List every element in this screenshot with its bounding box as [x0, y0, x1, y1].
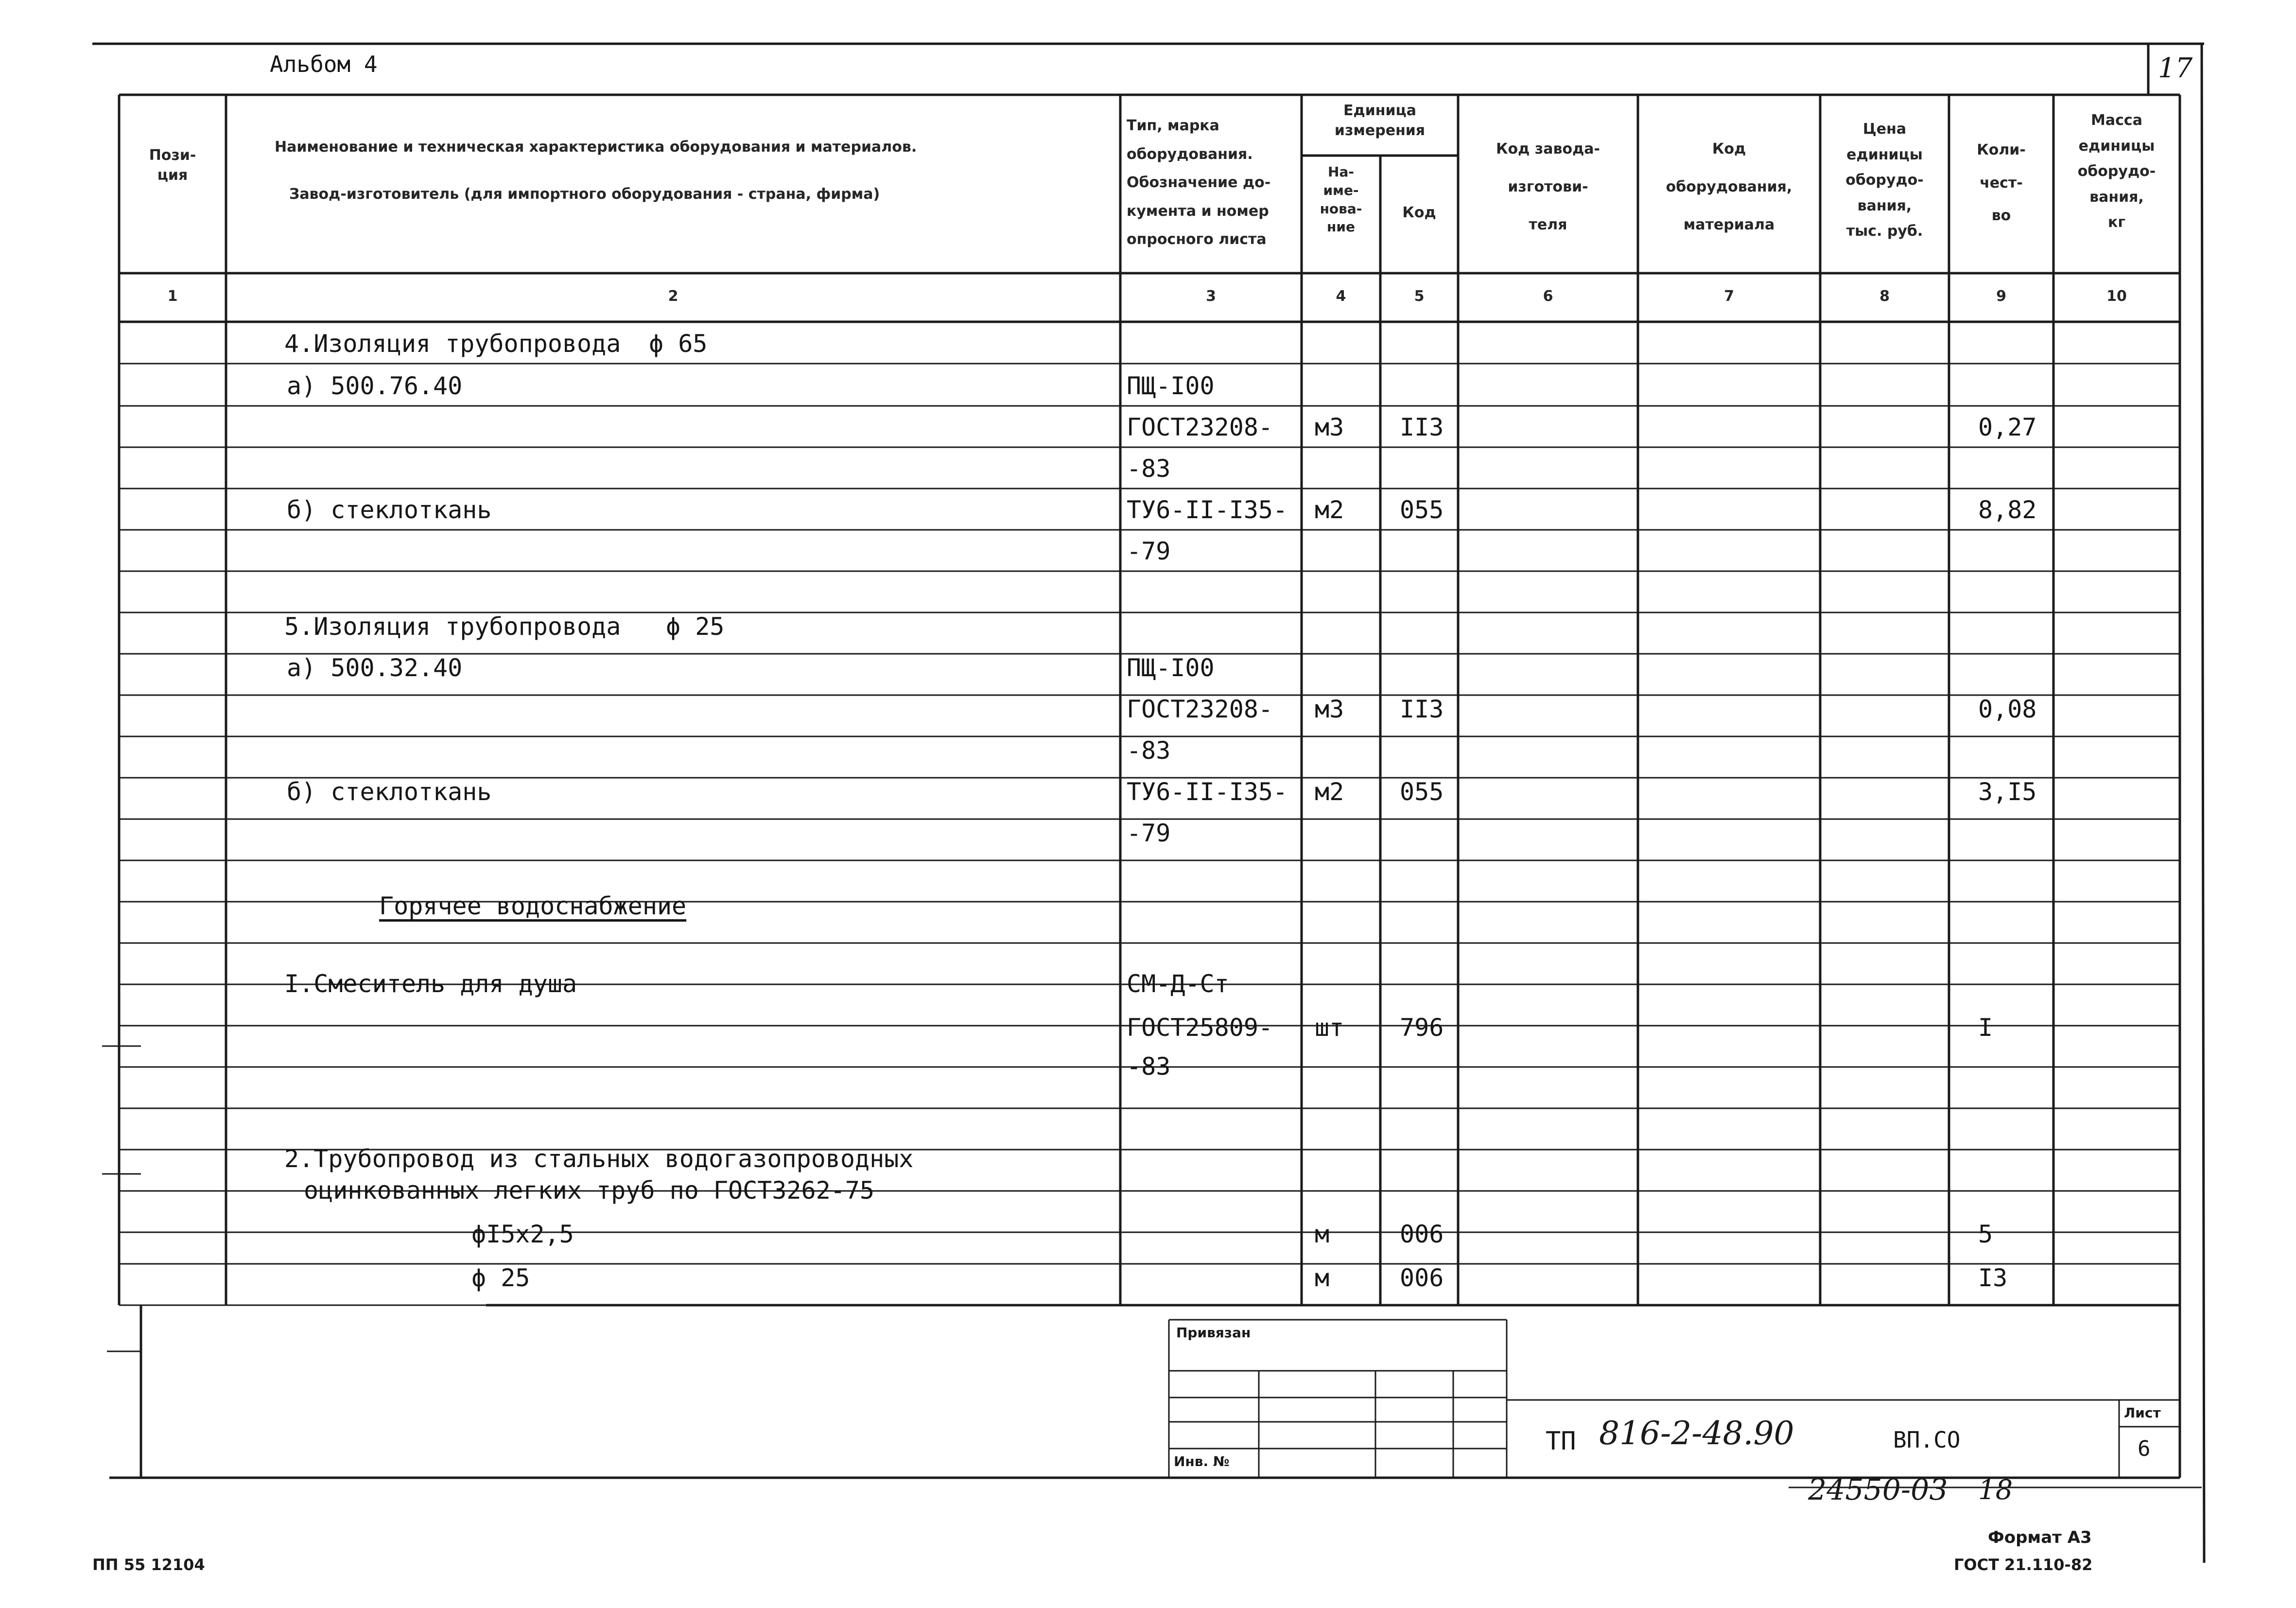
item-unit-name: м: [1315, 1220, 1330, 1248]
item-type: ПЩ-I00: [1127, 654, 1215, 682]
item-name: а) 500.76.40: [287, 372, 463, 400]
stamp-sheet-label: Лист: [2124, 1405, 2161, 1421]
item-quantity: 5: [1978, 1220, 1993, 1248]
item-name: 5.Изоляция трубопровода: [284, 612, 621, 641]
item-type: -83: [1127, 1052, 1171, 1081]
item-name: I.Смеситель для душа: [284, 970, 577, 998]
stamp-privyazan: Привязан: [1176, 1325, 1251, 1341]
item-diameter: ϕ 25: [666, 612, 725, 641]
header-type: Тип, марка оборудования. Обозначение до- кумента и номер опросного листа: [1127, 117, 1271, 248]
header-unit-name: На- име- нова- ние: [1320, 164, 1362, 235]
column-number: 6: [1543, 288, 1553, 305]
header-mass: Масса единицы оборудо- вания, кг: [2077, 112, 2156, 231]
item-type: ПЩ-I00: [1127, 372, 1215, 400]
item-diameter: ϕI5x2,5: [471, 1220, 574, 1248]
format-label: Формат А3: [1988, 1528, 2092, 1547]
header-unit-code: Код: [1402, 204, 1436, 221]
item-name: б) стеклоткань: [287, 496, 492, 524]
item-unit-code: 006: [1400, 1264, 1444, 1292]
column-number: 8: [1879, 288, 1890, 305]
column-number: 7: [1724, 288, 1734, 305]
item-type: ТУ6-II-I35-: [1127, 778, 1288, 806]
column-number: 4: [1336, 288, 1346, 305]
header-maker-code: Код завода- изготови- теля: [1496, 140, 1600, 233]
gost-label: ГОСТ 21.110-82: [1954, 1556, 2093, 1574]
archive-number: 24550-03: [1808, 1473, 1948, 1507]
item-unit-name: м2: [1315, 496, 1344, 524]
item-name: б) стеклоткань: [287, 778, 492, 806]
item-unit-name: м3: [1315, 695, 1344, 723]
item-diameter: ϕ 25: [471, 1264, 530, 1292]
item-type: ТУ6-II-I35-: [1127, 496, 1288, 524]
header-equipment-code: Код оборудования, материала: [1666, 140, 1792, 233]
item-name: а) 500.32.40: [287, 654, 463, 682]
item-name: 2.Трубопровод из стальных водогазопроводных: [284, 1145, 914, 1173]
stamp-sheet-number: 6: [2138, 1436, 2151, 1461]
header-quantity: Коли- чест- во: [1977, 141, 2026, 224]
item-quantity: I3: [1978, 1264, 2008, 1292]
corner-page-number: 17: [2158, 52, 2193, 84]
item-unit-name: м: [1315, 1264, 1330, 1292]
item-type: ГОСТ25809-: [1127, 1014, 1273, 1042]
item-diameter: ϕ 65: [649, 330, 708, 358]
stamp-inv-number: Инв. №: [1174, 1453, 1230, 1469]
item-quantity: 0,27: [1978, 413, 2037, 441]
column-number: 10: [2106, 288, 2127, 305]
item-name: 4.Изоляция трубопровода: [284, 330, 621, 358]
item-name: оцинкованных легких труб по ГОСТ3262-75: [304, 1176, 874, 1205]
column-number: 3: [1206, 288, 1216, 305]
item-quantity: 8,82: [1978, 496, 2037, 524]
item-unit-code: 796: [1400, 1014, 1444, 1042]
header-price: Цена единицы оборудо- вания, тыс. руб.: [1845, 121, 1924, 240]
item-unit-code: 055: [1400, 496, 1444, 524]
item-unit-name: м2: [1315, 778, 1344, 806]
header-name-line2: Завод-изготовитель (для импортного оборудования - страна, фирма): [289, 186, 880, 203]
item-type: -83: [1127, 454, 1171, 483]
item-type: ГОСТ23208-: [1127, 413, 1273, 441]
column-number: 2: [668, 288, 678, 305]
stamp-project-prefix: ТП: [1546, 1427, 1576, 1456]
item-type: -79: [1127, 537, 1171, 565]
item-unit-name: шт: [1315, 1014, 1344, 1042]
item-unit-code: II3: [1400, 695, 1444, 723]
item-quantity: 0,08: [1978, 695, 2037, 723]
column-number: 9: [1996, 288, 2006, 305]
album-label: Альбом 4: [270, 51, 378, 77]
printer-label: ПП 55 12104: [92, 1556, 205, 1574]
header-name-line1: Наименование и техническая характеристика оборудования и материалов.: [275, 139, 917, 156]
column-number: 5: [1414, 288, 1425, 305]
item-type: -83: [1127, 736, 1171, 765]
stamp-project-code: 816-2-48.90: [1599, 1415, 1794, 1452]
item-type: -79: [1127, 819, 1171, 847]
item-unit-code: 055: [1400, 778, 1444, 806]
archive-sheet: 18: [1978, 1474, 2013, 1506]
item-quantity: I: [1978, 1014, 1993, 1042]
item-type: ГОСТ23208-: [1127, 695, 1273, 723]
column-number: 1: [167, 288, 178, 305]
item-unit-name: м3: [1315, 413, 1344, 441]
header-unit-group: Единица измерения: [1334, 102, 1426, 139]
item-type: СМ-Д-Ст: [1127, 970, 1229, 998]
item-unit-code: 006: [1400, 1220, 1444, 1248]
item-unit-code: II3: [1400, 413, 1444, 441]
header-position: Пози- ция: [149, 147, 196, 184]
stamp-doc-code: ВП.СО: [1893, 1427, 1961, 1453]
section-title: Горячее водоснабжение: [379, 892, 687, 920]
item-quantity: 3,I5: [1978, 778, 2037, 806]
